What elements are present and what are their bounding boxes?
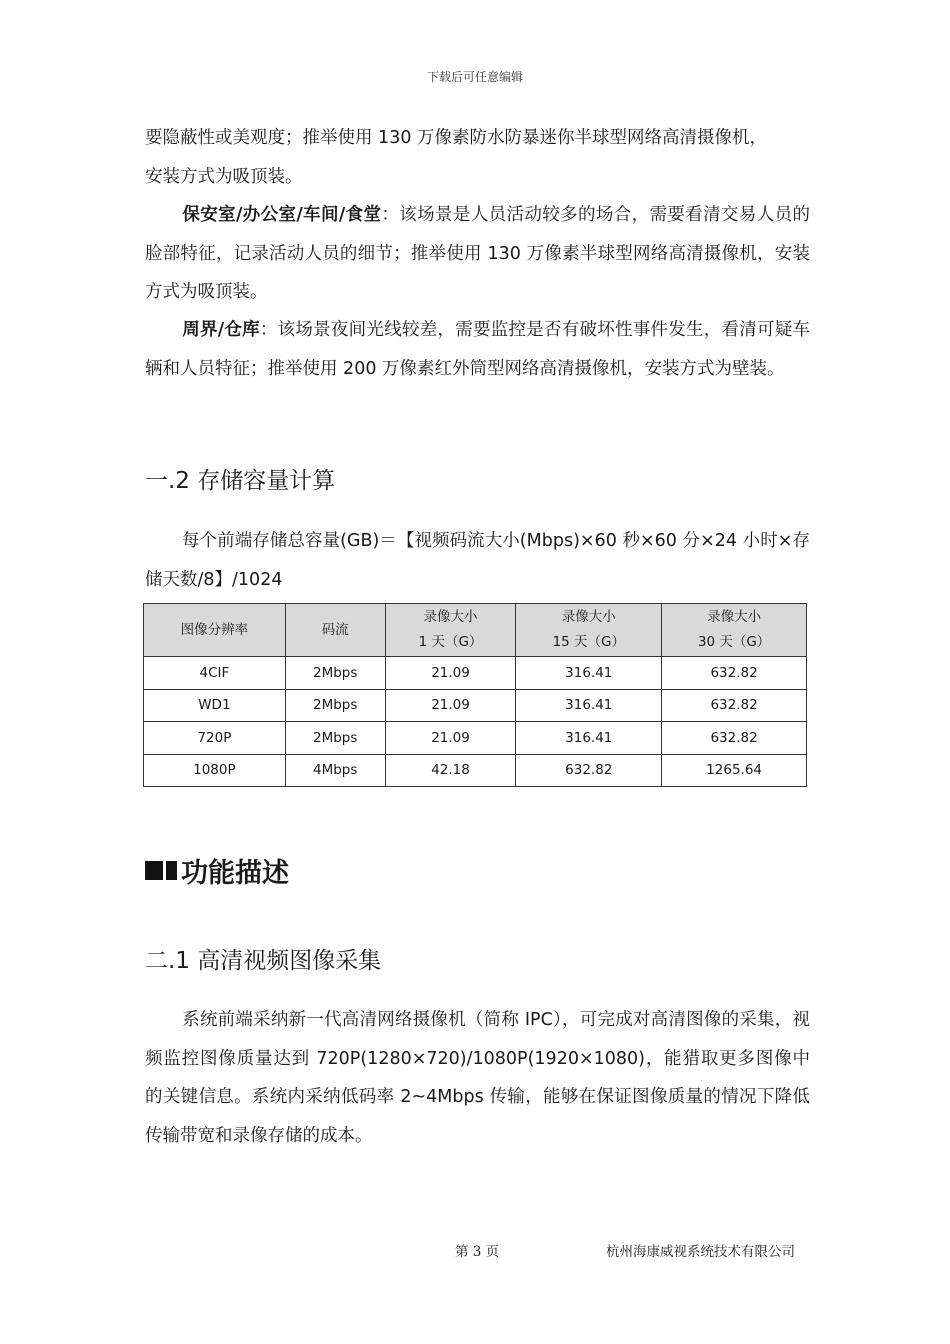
table-cell: 1265.64 [662,754,807,787]
paragraph-security-room-title: 保安室/办公室/车间/食堂 [182,205,382,225]
heading-storage-calculation: 一.2 存储容量计算 [145,468,336,494]
table-cell: 2Mbps [285,722,385,755]
table-cell: 632.82 [662,722,807,755]
paragraph-intro-line1: 要隐蔽性或美观度；推举使用 130 万像素防水防暴迷你半球型网络高清摄像机， [145,128,768,148]
table-header-cell: 录像大小 15 天（G） [516,604,662,657]
heading-function-text: 功能描述 [181,858,289,889]
table-cell: 316.41 [516,657,662,690]
paragraph-security-room-body: ：该场景是人员活动较多的场合，需要看清交易人员的脸部特征，记录活动人员的细节；推举使用 130 万像素半球型网络高清摄像机，安装方式为吸顶装。 [145,205,810,302]
table-cell: 21.09 [385,722,516,755]
table-cell: WD1 [144,689,286,722]
table-cell: 1080P [144,754,286,787]
storage-formula-text: 每个前端存储总容量(GB)＝【视频码流大小(Mbps)×60 秒×60 分×24 小时×存储天数/8】/1024 [145,531,810,590]
footer-page-number: 第 3 页 [455,1244,500,1260]
footer-company-name: 杭州海康威视系统技术有限公司 [606,1244,795,1260]
table-cell: 21.09 [385,657,516,690]
table-header-cell: 图像分辨率 [144,604,286,657]
table-cell: 632.82 [662,689,807,722]
paragraph-intro [145,119,810,196]
table-cell: 4Mbps [285,754,385,787]
table-cell: 316.41 [516,722,662,755]
table-header-cell: 录像大小 1 天（G） [385,604,516,657]
table-row [144,722,807,755]
paragraph-storage-formula [145,522,810,599]
paragraph-perimeter-body: ：该场景夜间光线较差，需要监控是否有破坏性事件发生，看清可疑车辆和人员特征；推举使用 200 万像素红外筒型网络高清摄像机，安装方式为壁装。 [145,320,810,379]
page-header: 下载后可任意编辑 [426,70,523,84]
heading-hd-video-capture: 二.1 高清视频图像采集 [145,948,382,974]
table-header-cell: 录像大小 30 天（G） [662,604,807,657]
heading-bullet-icon [166,861,177,880]
paragraph-perimeter-title: 周界/仓库 [182,320,260,340]
table-cell: 2Mbps [285,689,385,722]
table-header-row [144,604,807,657]
table-cell: 720P [144,722,286,755]
table-cell: 21.09 [385,689,516,722]
paragraph-intro-line2: 安装方式为吸顶装。 [145,166,303,187]
table-header-cell: 码流 [285,604,385,657]
table-cell: 2Mbps [285,657,385,690]
table-cell: 4CIF [144,657,286,690]
storage-capacity-table [143,603,807,787]
heading-bullet-icon [145,861,163,880]
table-row [144,754,807,787]
table-row [144,689,807,722]
table-cell: 632.82 [662,657,807,690]
table-row [144,657,807,690]
table-cell: 316.41 [516,689,662,722]
table-cell: 632.82 [516,754,662,787]
heading-function-description [145,851,289,890]
paragraph-hd-video-capture [145,1001,810,1155]
paragraph-security-room [145,196,810,312]
paragraph-perimeter [145,311,810,388]
hd-video-capture-text: 系统前端采纳新一代高清网络摄像机（简称 IPC），可完成对高清图像的采集，视频监控图像质量达到 720P(1280×720)/1080P(1920×1080)，能猎取更多图像中的关键信息。系统内采纳低码率 2~4Mbps 传输，能够在保证图像质量的情况下降低传输带宽和录像存储的成本。 [145,1010,810,1146]
table-cell: 42.18 [385,754,516,787]
